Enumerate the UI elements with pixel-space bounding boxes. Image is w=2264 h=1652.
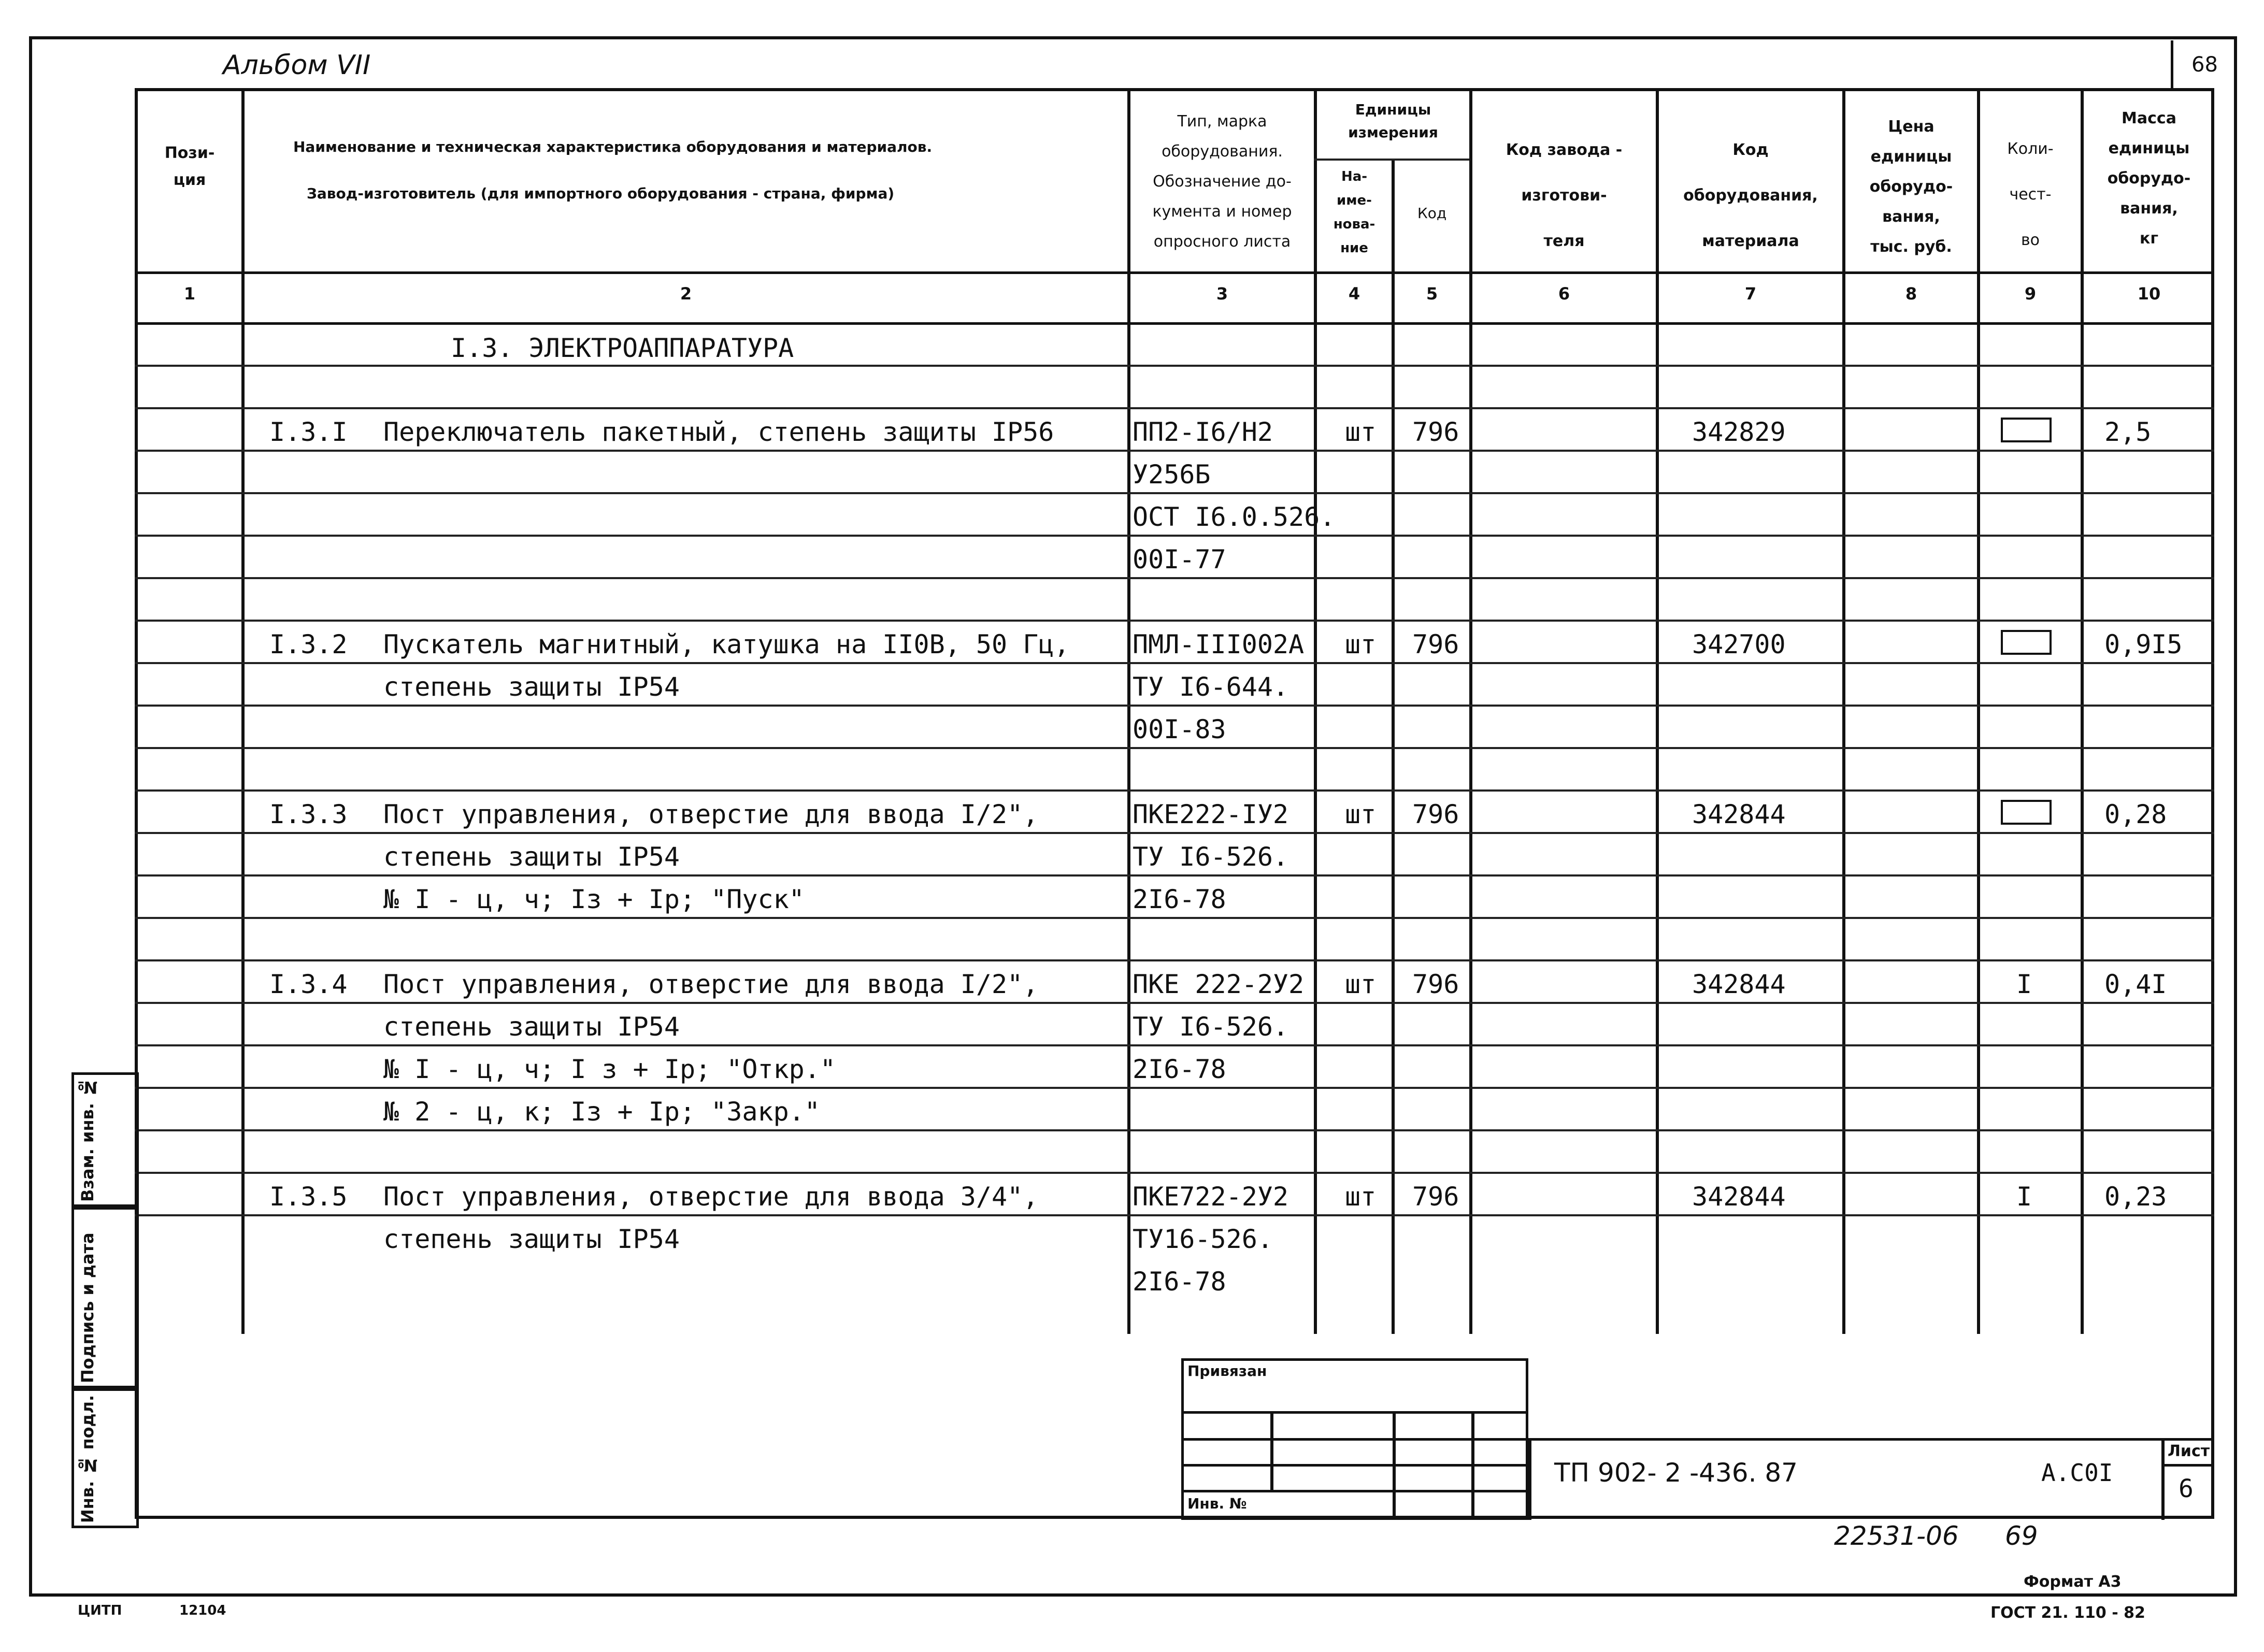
row-line [135,620,2214,622]
item-name: № 2 - ц, к; Iз + Ip; "Закр." [383,1097,820,1127]
item-type: 2I6-78 [1133,884,1226,914]
header-col2-line1: Наименование и техническая характеристика оборудования и материалов. [293,138,933,155]
sheet-code: А.С0I [2041,1459,2113,1487]
header-col9: Коли- чест- во [2007,140,2054,249]
column-number: 1 [183,284,196,304]
unit-code: 796 [1412,799,1459,829]
row-line [135,1129,2214,1131]
item-name: Пускатель магнитный, катушка на II0B, 50 Гц, [383,629,1070,659]
item-name: № I - ц, ч; Iз + Ip; "Пуск" [383,884,805,914]
header-col7: Код оборудования, материала [1683,141,1818,250]
equipment-code: 342700 [1692,629,1786,659]
unit-code: 796 [1412,969,1459,999]
item-name: степень защиты IP54 [383,672,680,702]
item-name: Переключатель пакетный, степень защиты IP56 [383,417,1054,447]
header-bottom-line [135,271,2214,274]
item-type: ТУ I6-526. [1133,1012,1289,1042]
position-number: I.3.2 [269,629,348,659]
header-col10: Масса единицы оборудо- вания, кг [2107,109,2191,248]
item-type: ОСТ I6.0.526. [1133,502,1336,532]
unit-name: шт [1345,969,1377,999]
row-line [135,365,2214,367]
col-line [1469,88,1472,1334]
equipment-code: 342829 [1692,417,1786,447]
row-line [135,959,2214,961]
column-number: 8 [1905,284,1917,304]
item-type: ТУ I6-644. [1133,672,1289,702]
row-line [135,492,2214,494]
column-number: 3 [1216,284,1228,304]
header-col2-line2: Завод-изготовитель (для импортного оборудования - страна, фирма) [307,185,895,202]
header-col6: Код завода - изготови- теля [1506,141,1623,250]
unit-group-line [1314,159,1469,161]
unit-mass: 2,5 [2104,417,2152,447]
unit-mass: 0,23 [2104,1182,2167,1212]
row-line [135,450,2214,452]
column-number: 9 [2024,284,2037,304]
col-line [1656,88,1659,1334]
unit-mass: 0,9I5 [2104,629,2183,659]
stamp-line [1181,1411,1528,1414]
item-type: ПКЕ 222-2У2 [1133,969,1305,999]
stamp-line [1270,1411,1273,1490]
col-line [1842,88,1845,1334]
row-line [135,1044,2214,1046]
unit-mass: 0,4I [2104,969,2167,999]
stamp-line [2161,1464,2214,1467]
item-name: Пост управления, отверстие для ввода I/2", [383,799,1039,829]
item-type: ПКЕ222-IУ2 [1133,799,1289,829]
quantity-box [2001,800,2052,825]
row-line [135,1214,2214,1216]
item-type: ПП2-I6/H2 [1133,417,1273,447]
stamp-line [1181,1438,1528,1441]
header-units-group: Единицы измерения [1348,101,1438,141]
item-type: 00I-77 [1133,544,1226,574]
unit-name: шт [1345,1182,1377,1212]
col-line [2081,88,2084,1334]
row-line [135,917,2214,919]
document-code: ТП 902- 2 -436. 87 [1554,1458,1798,1488]
item-type: ПКЕ722-2У2 [1133,1182,1289,1212]
tsitp-label: ЦИТП [78,1603,122,1618]
format-label: Формат А3 [2024,1573,2122,1591]
header-col1: Пози- ция [164,144,215,189]
row-line [135,407,2214,409]
col-line [1314,88,1317,1334]
position-number: I.3.5 [269,1182,348,1212]
item-type: 00I-83 [1133,714,1226,744]
row-line [135,747,2214,749]
row-line [135,832,2214,834]
header-col4: На- име- нова- ние [1333,169,1375,256]
item-type: ТУ16-526. [1133,1224,1273,1254]
row-line [135,1002,2214,1004]
stamp-line [1181,1464,1528,1467]
item-name: степень защиты IP54 [383,842,680,872]
page-number: 68 [2191,53,2218,77]
row-line [135,1087,2214,1089]
row-line [135,535,2214,537]
column-number: 7 [1744,284,1757,304]
equipment-code: 342844 [1692,969,1786,999]
col-line [1127,88,1130,1334]
column-number: 6 [1558,284,1570,304]
stamp-privyazan-label: Привязан [1187,1362,1267,1380]
unit-name: шт [1345,417,1377,447]
stamp-line [1393,1411,1396,1520]
unit-name: шт [1345,799,1377,829]
stamp-line [1181,1490,1528,1492]
quantity-box [2001,418,2052,442]
quantity-box [2001,630,2052,655]
col-line [1977,88,1980,1334]
list-label: Лист [2168,1442,2210,1460]
item-type: ПМЛ-III002А [1133,629,1305,659]
stamp-line [1528,1438,1531,1520]
column-number: 2 [680,284,692,304]
position-number: I.3.3 [269,799,348,829]
position-number: I.3.4 [269,969,348,999]
row-line [135,1172,2214,1174]
item-name: № I - ц, ч; I з + Ip; "Откр." [383,1054,836,1084]
stamp-inv-label: Инв. № [1187,1495,1247,1512]
unit-code: 796 [1412,417,1459,447]
col-line [241,88,245,1334]
position-number: I.3.I [269,417,348,447]
quantity: I [2016,969,2032,999]
column-number: 4 [1348,284,1360,304]
album-label: Альбом VII [223,50,371,81]
row-line [135,789,2214,792]
section-title: I.3. ЭЛЕКТРОАППАРАТУРА [451,333,794,363]
stamp-line [1471,1411,1474,1520]
side-label-inv: Инв. № подл. [78,1395,97,1523]
tsitp-number: 12104 [179,1603,226,1618]
list-number: 6 [2179,1474,2194,1503]
header-col5: Код [1417,205,1447,222]
column-number: 5 [1426,284,1438,304]
archive-page: 69 [2005,1521,2038,1551]
unit-name: шт [1345,629,1377,659]
item-type: У256Б [1133,459,1211,490]
equipment-code: 342844 [1692,1182,1786,1212]
item-name: степень защиты IP54 [383,1012,680,1042]
row-line [135,662,2214,664]
stamp-line [2161,1438,2165,1520]
header-col8: Цена единицы оборудо- вания, тыс. руб. [1869,118,1953,256]
side-label-vzam: Взам. инв. № [78,1077,97,1202]
header-col3: Тип, марка оборудования. Обозначение до- кумента и номер опросного листа [1152,112,1292,251]
unit-code: 796 [1412,629,1459,659]
quantity: I [2016,1182,2032,1212]
equipment-code: 342844 [1692,799,1786,829]
stamp-line [1528,1438,2214,1441]
row-line [135,577,2214,579]
item-type: 2I6-78 [1133,1054,1226,1084]
row-line [135,874,2214,877]
item-type: ТУ I6-526. [1133,842,1289,872]
archive-number: 22531-06 [1834,1521,1959,1551]
item-name: степень защиты IP54 [383,1224,680,1254]
side-label-podpis: Подпись и дата [78,1232,97,1383]
colnum-bottom-line [135,322,2214,325]
item-name: Пост управления, отверстие для ввода 3/4", [383,1182,1039,1212]
unit-mass: 0,28 [2104,799,2167,829]
row-line [135,705,2214,707]
item-type: 2I6-78 [1133,1267,1226,1297]
column-number: 10 [2137,284,2161,304]
gost-label: ГОСТ 21. 110 - 82 [1990,1604,2145,1622]
unit-code: 796 [1412,1182,1459,1212]
item-name: Пост управления, отверстие для ввода I/2", [383,969,1039,999]
